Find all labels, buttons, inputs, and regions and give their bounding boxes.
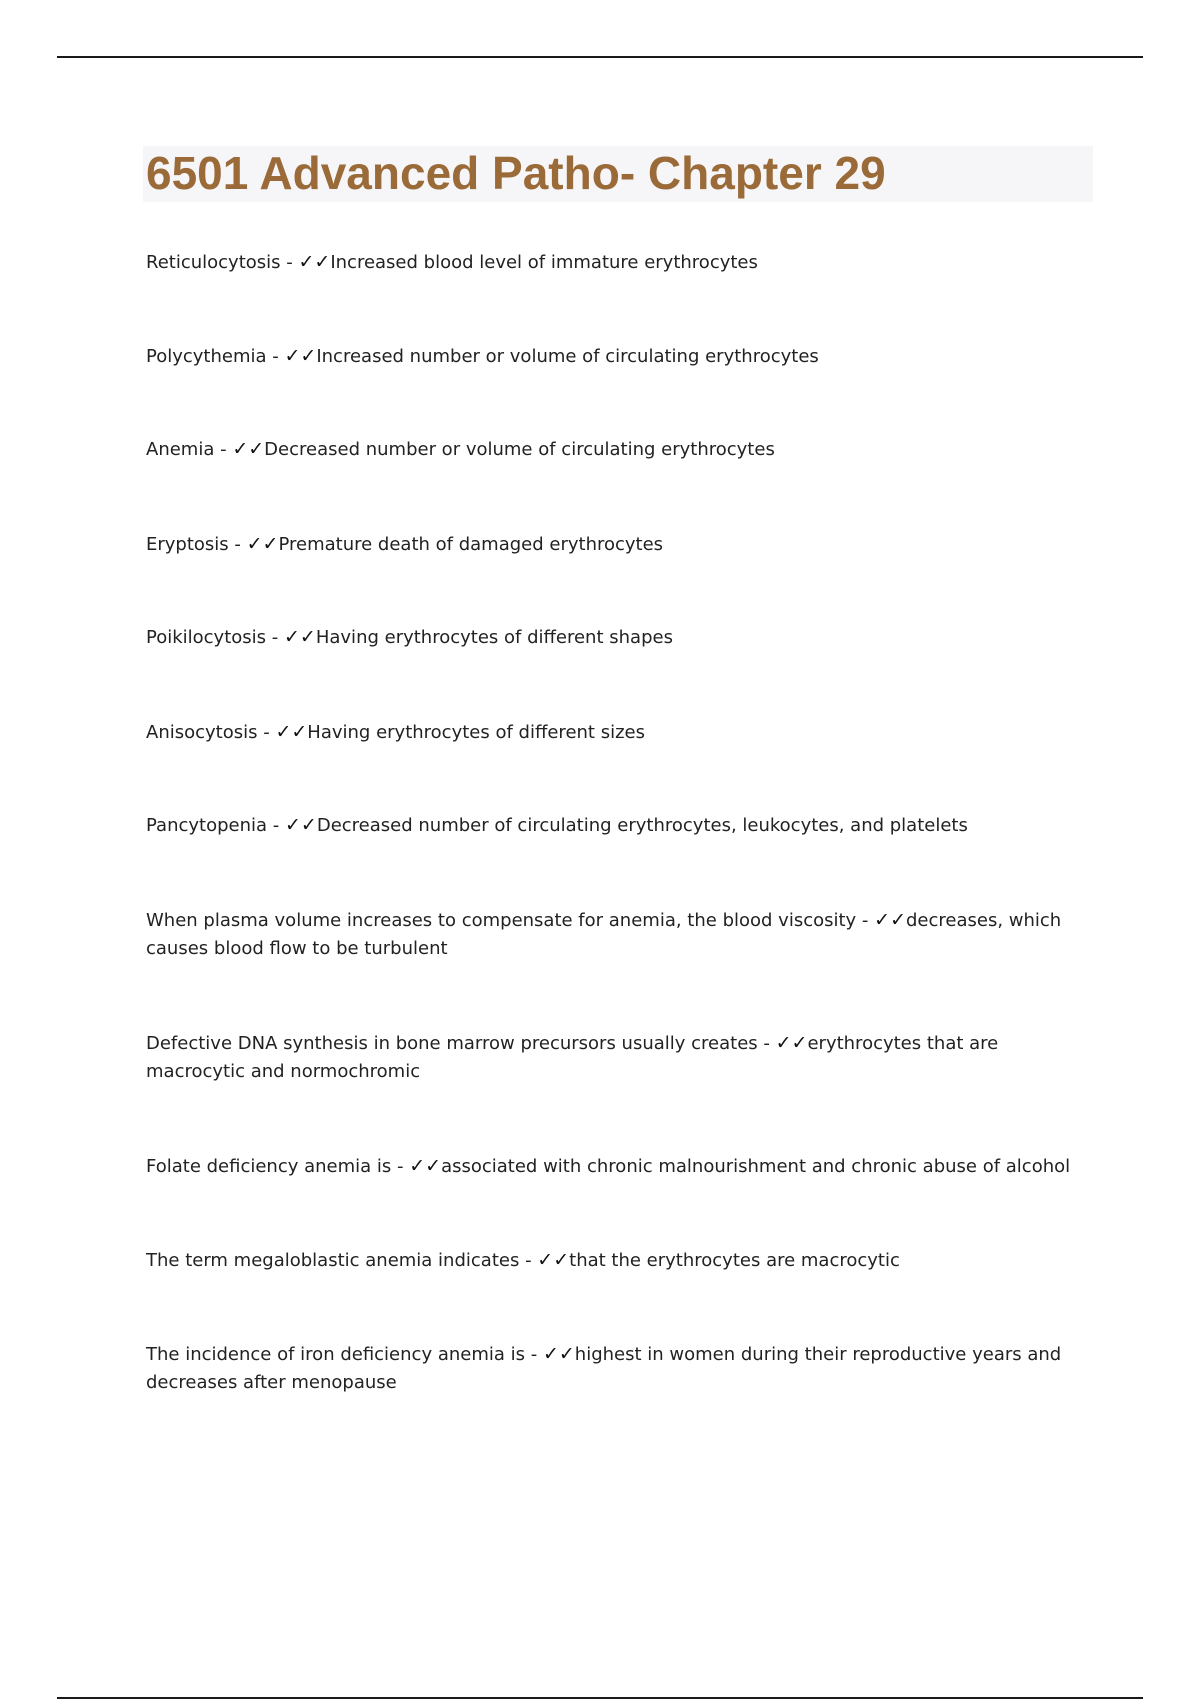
qa-separator: - [280,252,299,273]
qa-separator: - [267,815,285,836]
double-check-icon: ✓✓ [284,345,317,367]
qa-term: Polycythemia [146,346,267,367]
qa-definition: Increased number or volume of circulating erythrocytes [316,346,819,367]
qa-definition: Increased blood level of immature erythrocytes [330,252,758,273]
qa-item [146,811,1086,840]
qa-term: Eryptosis [146,534,229,555]
qa-definition: Premature death of damaged erythrocytes [278,534,664,555]
qa-separator: - [525,1344,543,1365]
double-check-icon: ✓✓ [874,909,906,931]
qa-separator: - [228,534,247,555]
double-check-icon: ✓✓ [775,1032,808,1054]
top-divider [57,56,1143,58]
qa-definition: Having erythrocytes of different shapes [315,627,673,648]
qa-item [146,718,1086,747]
qa-term: Reticulocytosis [146,252,281,273]
qa-term: Pancytopenia [146,815,268,836]
qa-item [146,623,1086,652]
qa-separator: - [757,1033,776,1054]
qa-separator: - [519,1250,538,1271]
qa-item [146,1029,1086,1086]
qa-separator: - [257,722,276,743]
qa-definition: Having erythrocytes of different sizes [307,722,645,743]
qa-term: The term megaloblastic anemia indicates [146,1250,520,1271]
qa-item [146,530,1086,559]
double-check-icon: ✓✓ [542,1343,575,1365]
qa-term: Poikilocytosis [146,627,267,648]
double-check-icon: ✓✓ [409,1155,442,1177]
qa-item [146,1340,1086,1397]
qa-item [146,342,1086,371]
qa-term: Folate deficiency anemia is [146,1156,392,1177]
qa-term: Anemia [146,439,215,460]
qa-item [146,248,1086,277]
double-check-icon: ✓✓ [537,1249,570,1271]
qa-definition: that the erythrocytes are macrocytic [569,1250,900,1271]
qa-item [146,1152,1086,1181]
double-check-icon: ✓✓ [246,533,279,555]
qa-term: Defective DNA synthesis in bone marrow precursors usually creates [146,1033,758,1054]
qa-definition: Decreased number or volume of circulating erythrocytes [264,439,775,460]
qa-definition: decreases, which causes blood flow to be turbulent [146,910,1062,959]
qa-separator: - [856,910,875,931]
double-check-icon: ✓✓ [298,251,331,273]
qa-definition: associated with chronic malnourishment and chronic abuse of alcohol [441,1156,1071,1177]
qa-separator: - [266,346,285,367]
double-check-icon: ✓✓ [285,814,317,836]
qa-item [146,435,1086,464]
qa-term: The incidence of iron deficiency anemia is [146,1344,525,1365]
double-check-icon: ✓✓ [275,721,308,743]
double-check-icon: ✓✓ [284,626,316,648]
qa-definition: Decreased number of circulating erythrocytes, leukocytes, and platelets [316,815,968,836]
double-check-icon: ✓✓ [232,438,265,460]
qa-separator: - [391,1156,410,1177]
qa-definition: erythrocytes that are macrocytic and normochromic [146,1033,999,1082]
qa-item [146,1246,1086,1275]
bottom-divider [57,1697,1143,1699]
document-title: 6501 Advanced Patho- Chapter 29 [146,147,886,199]
qa-item [146,906,1086,963]
qa-term: When plasma volume increases to compensate for anemia, the blood viscosity [146,910,857,931]
qa-separator: - [214,439,233,460]
qa-separator: - [266,627,284,648]
qa-definition: highest in women during their reproductive years and decreases after menopause [146,1344,1062,1393]
qa-term: Anisocytosis [146,722,258,743]
